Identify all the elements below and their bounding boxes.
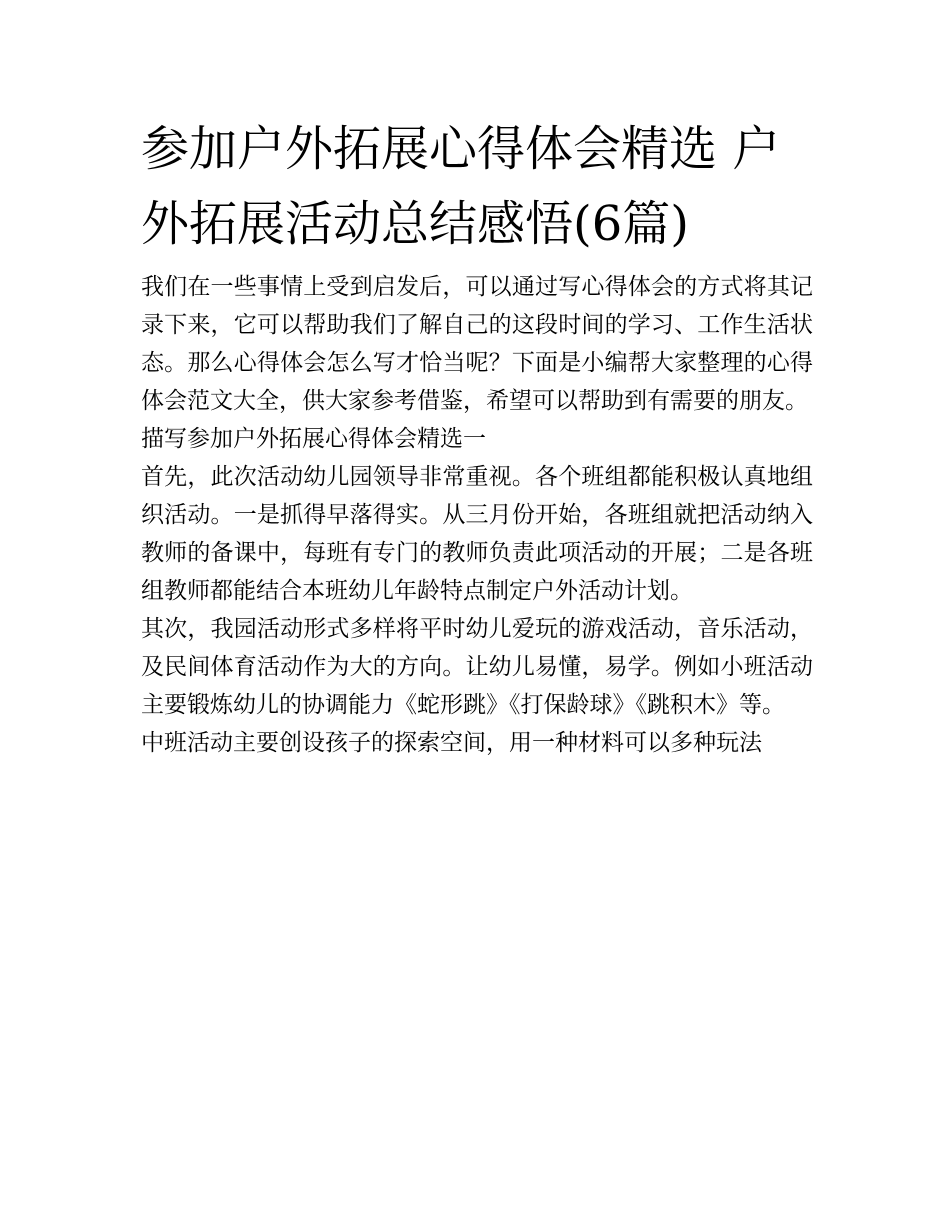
body-paragraph-1: 首先，此次活动幼儿园领导非常重视。各个班组都能积极认真地组织活动。一是抓得早落得实。从三月份开始，各班组就把活动纳入教师的备课中，每班有专门的教师负责此项活动的开展；二是各班组教师都能结合本班幼儿年龄特点制定户外活动计划。 — [141, 464, 813, 604]
body-paragraph-3: 中班活动主要创设孩子的探索空间，用一种材料可以多种玩法 — [141, 730, 762, 756]
intro-paragraph: 我们在一些事情上受到启发后，可以通过写心得体会的方式将其记录下来，它可以帮助我们了解自己的这段时间的学习、工作生活状态。那么心得体会怎么写才恰当呢？下面是小编帮大家整理的心得体会范文大全，供大家参考借鉴，希望可以帮助到有需要的朋友。 — [141, 274, 813, 414]
section-heading: 描写参加户外拓展心得体会精选一 — [141, 426, 486, 452]
document-title: 参加户外拓展心得体会精选 户外拓展活动总结感悟(6篇) — [141, 121, 781, 252]
document-page — [141, 112, 813, 762]
body-paragraph-2: 其次，我园活动形式多样将平时幼儿爱玩的游戏活动，音乐活动，及民间体育活动作为大的方向。让幼儿易懂，易学。例如小班活动主要锻炼幼儿的协调能力《蛇形跳》《打保龄球》《跳积木》等。 — [141, 616, 813, 718]
